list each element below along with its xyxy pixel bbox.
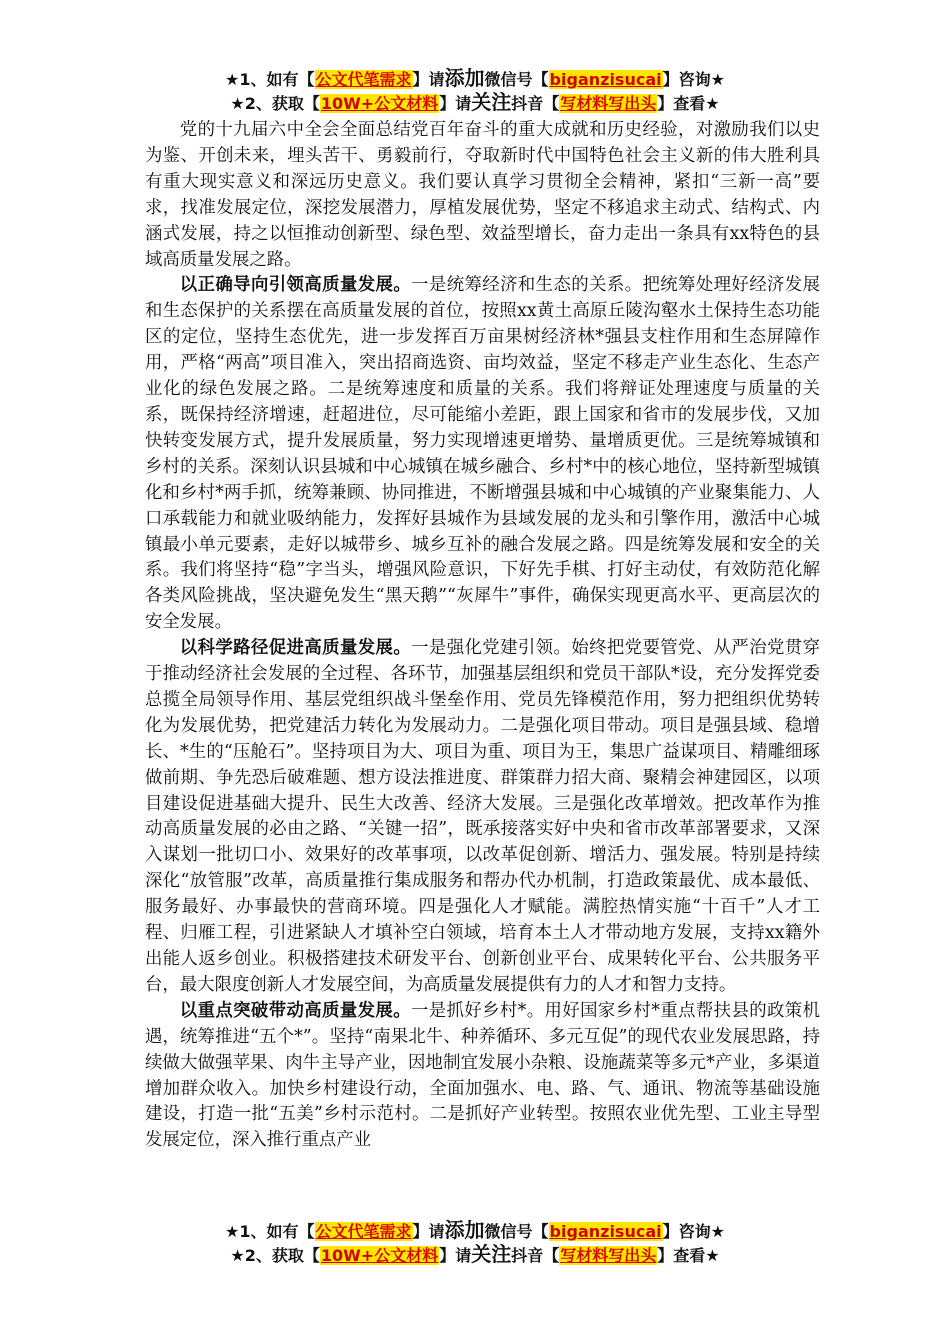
banner-text: 】请: [412, 1222, 445, 1241]
section-paragraph: [145, 273, 820, 636]
banner-text: ★2、获取【: [230, 1246, 320, 1265]
banner-emphasis: 添加: [444, 1218, 485, 1242]
highlight-wechat-id: biganzisucai: [549, 1222, 662, 1241]
highlight-materials: 10W+公文材料: [320, 94, 439, 113]
section-heading: 以正确导向引领高质量发展。: [179, 275, 412, 296]
banner-emphasis: 关注: [471, 1242, 512, 1266]
banner-text: ★2、获取【: [230, 94, 320, 113]
section-paragraph: [145, 636, 820, 999]
banner-text: 】查看★: [657, 94, 720, 113]
banner-text: 】咨询★: [662, 70, 725, 89]
highlight-materials: 10W+公文材料: [320, 1246, 439, 1265]
banner-text: 抖音【: [511, 1246, 560, 1265]
banner-line-2: [0, 90, 950, 114]
highlight-ghostwriting: 公文代笔需求: [315, 70, 412, 89]
banner-text: ★1、如有【: [225, 70, 315, 89]
banner-line-1: [0, 1218, 950, 1242]
banner-emphasis: 关注: [471, 90, 512, 114]
section-heading: 以重点突破带动高质量发展。: [179, 1000, 411, 1021]
section-text: 一是抓好乡村*。用好国家乡村*重点帮扶县的政策机遇，统筹推进“五个*”。坚持“南果北牛、种养循环、多元互促”的现代农业发展思路，持续做大做强苹果、肉牛主导产业，因地制宜发展小杂粮、设施蔬菜等多元*产业，多渠道增加群众收入。加快乡村建设行动，全面加强水、电、路、气、通讯、物流等基础设施建设，打造一批“五美”乡村示范村。二是抓好产业转型。按照农业优先型、工业主导型发展定位，深入推行重点产业: [145, 1000, 820, 1151]
banner-text: 微信号【: [484, 70, 549, 89]
document-body: [145, 118, 820, 1154]
intro-paragraph: 党的十九届六中全会全面总结党百年奋斗的重大成就和历史经验，对激励我们以史为鉴、开创未来，埋头苦干、勇毅前行，夺取新时代中国特色社会主义新的伟大胜利具有重大现实意义和深远历史意义。我们要认真学习贯彻全会精神，紧扣“三新一高”要求，找准发展定位，深挖发展潜力，厚植发展优势，坚定不移追求主动式、结构式、内涵式发展，持之以恒推动创新型、绿色型、效益型增长，奋力走出一条具有xx特色的县域高质量发展之路。: [145, 120, 820, 270]
banner-text: 微信号【: [484, 1222, 549, 1241]
banner-text: ★1、如有【: [225, 1222, 315, 1241]
highlight-douyin-account: 写材料写出头: [560, 1246, 657, 1265]
section-text: 一是强化党建引领。始终把党要管党、从严治党贯穿于推动经济社会发展的全过程、各环节，加强基层组织和党员干部队*设，充分发挥党委总揽全局领导作用、基层党组织战斗堡垒作用、党员先锋模范作用，努力把组织优势转化为发展优势，把党建活力转化为发展动力。二是强化项目带动。项目是强县域、稳增长、*生的“压舱石”。坚持项目为大、项目为重、项目为王，集思广益谋项目、精雕细琢做前期、争先恐后破难题、想方设法推进度、群策群力招大商、聚精会神建园区，以项目建设促进基础大提升、民生大改善、经济大发展。三是强化改革增效。把改革作为推动高质量发展的必由之路、“关键一招”，既承接落实好中央和省市改革部署要求，又深入谋划一批切口小、效果好的改革事项，以改革促创新、增活力、强发展。特别是持续深化“放管服”改革，高质量推行集成服务和帮办代办机制，打造政策最优、成本最低、服务最好、办事最快的营商环境。四是强化人才赋能。满腔热情实施“十百千”人才工程、归雁工程，引进紧缺人才填补空白领域，培育本土人才带动地方发展，支持xx籍外出能人返乡创业。积极搭建技术研发平台、创新创业平台、成果转化平台、公共服务平台，最大限度创新人才发展空间，为高质量发展提供有力的人才和智力支持。: [145, 638, 820, 995]
banner-text: 】咨询★: [662, 1222, 725, 1241]
highlight-douyin-account: 写材料写出头: [560, 94, 657, 113]
banner-text: 】请: [439, 94, 472, 113]
banner-text: 】查看★: [657, 1246, 720, 1265]
section-heading: 以科学路径促进高质量发展。: [179, 638, 412, 659]
banner-text: 】请: [412, 70, 445, 89]
header-banner: [0, 66, 950, 114]
section-paragraph: [145, 999, 820, 1154]
footer-banner: [0, 1218, 950, 1266]
banner-text: 抖音【: [511, 94, 560, 113]
section-text: 一是统筹经济和生态的关系。把统筹处理好经济发展和生态保护的关系摆在高质量发展的首位，按照xx黄土高原丘陵沟壑水土保持生态功能区的定位，坚持生态优先，进一步发挥百万亩果树经济林*强县支柱作用和生态屏障作用，严格“两高”项目准入，突出招商选资、亩均效益，坚定不移走产业生态化、生态产业化的绿色发展之路。二是统筹速度和质量的关系。我们将辩证处理速度与质量的关系，既保持经济增速，赶超进位，尽可能缩小差距，跟上国家和省市的发展步伐，又加快转变发展方式，提升发展质量，努力实现增速更增势、量增质更优。三是统筹城镇和乡村的关系。深刻认识县城和中心城镇在城乡融合、乡村*中的核心地位，坚持新型城镇化和乡村*两手抓，统筹兼顾、协同推进，不断增强县城和中心城镇的产业聚集能力、人口承载能力和就业吸纳能力，发挥好县城作为县域发展的龙头和引擎作用，激活中心城镇最小单元要素，走好以城带乡、城乡互补的融合发展之路。四是统筹发展和安全的关系。我们将坚持“稳”字当头，增强风险意识，下好先手棋、打好主动仗，有效防范化解各类风险挑战，坚决避免发生“黑天鹅”“灰犀牛”事件，确保实现更高水平、更高层次的安全发展。: [145, 275, 820, 633]
banner-emphasis: 添加: [444, 66, 485, 90]
banner-line-1: [0, 66, 950, 90]
banner-text: 】请: [439, 1246, 472, 1265]
highlight-ghostwriting: 公文代笔需求: [315, 1222, 412, 1241]
highlight-wechat-id: biganzisucai: [549, 70, 662, 89]
banner-line-2: [0, 1242, 950, 1266]
